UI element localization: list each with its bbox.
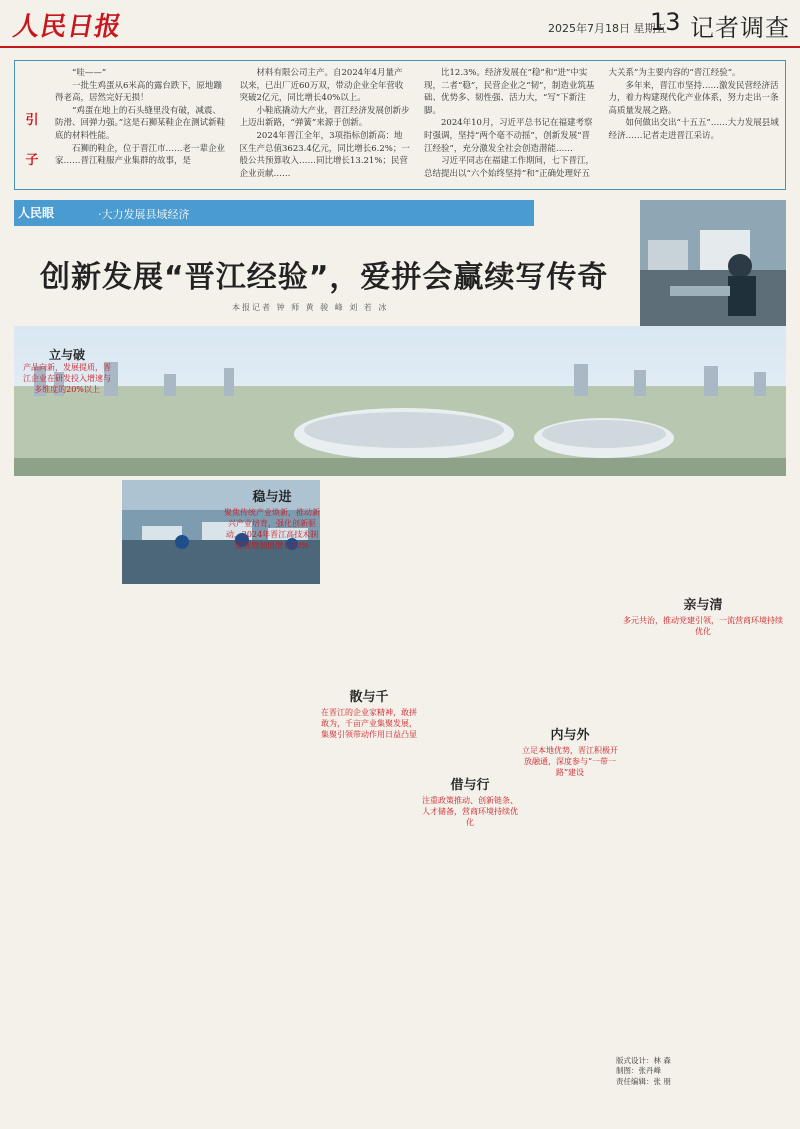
intro-paragraph: 多年来，晋江市坚持……激发民营经济活力，着力构建现代化产业体系，努力走出一条高质量发展之路。 [608, 80, 779, 116]
subsection-summary: 注重政策推动、创新链条、人才储备，营商环境持续优化 [422, 796, 518, 827]
intro-box [14, 60, 786, 190]
intro-paragraph: 材料有限公司主产。自2024年4月量产以来，已出厂近60万双，带动企业全年营收突破2亿元，同比增长40%以上。 [239, 68, 404, 104]
section-banner-text: ·大力发展县域经济 [98, 208, 190, 221]
editor-credit-line: 版式设计：林 森 [616, 1056, 671, 1065]
subsection-title: 亲与清 [683, 598, 723, 613]
article-column [320, 760, 420, 1126]
intro-paragraph: 比12.3%。经济发展在“稳”和“进”中实现，二者“稳”，民营企业之“韧”，制造业筑基础、优势多、韧性强、活力大，“写”下新注脚。 [424, 68, 595, 116]
subsection-summary: 产品向新，发展提质，晋江企业在研发投入增速与多维度的20%以上 [23, 363, 111, 394]
newspaper-logo: 人民日报 [10, 12, 125, 42]
subsection-summary: 立足本地优势，晋江积极开放融通，深度参与“一带一路”建设 [522, 746, 618, 777]
intro-paragraph: 石狮的鞋企，位于晋江市……老一辈企业家……晋江鞋服产业集群的故事，是 [55, 143, 226, 167]
intro-paragraph: “哇——” [72, 68, 107, 78]
intro-paragraph: 如何做出交出“十五五”……大力发展县域经济……记者走进晋江采访。 [608, 118, 779, 141]
subsection-title: 散与千 [349, 690, 389, 705]
article-column [424, 480, 520, 770]
article-byline: 本报记者 钟 师 黄 骏 峰 刘 若 冰 [232, 303, 389, 312]
intro-text [55, 67, 779, 185]
article-column [522, 808, 620, 1126]
subsection-box [318, 692, 420, 752]
article-column [424, 848, 520, 1126]
article-column [620, 672, 786, 1050]
subsection-box [420, 780, 520, 840]
article-column [222, 590, 320, 1126]
article-column [14, 400, 118, 1126]
editor-credits [616, 1056, 786, 1087]
article-headline: 创新发展“晋江经验”，爱拼会赢续写传奇 [40, 260, 609, 295]
page-number: 13 [650, 8, 681, 36]
subsection-title: 立与破 [48, 348, 85, 362]
intro-paragraph: 一批生鸡蛋从6米高的露台跌下，原地蹦得老高，居然完好无损！ [55, 80, 222, 104]
worker-photo [640, 200, 786, 326]
publication-date: 2025年7月18日 星期五 [548, 22, 667, 35]
worker-photo-image [640, 200, 786, 326]
subsection-box [620, 600, 786, 666]
subsection-box [222, 492, 322, 578]
section-badge: 人民眼 [18, 206, 55, 220]
subsection-title: 内与外 [550, 728, 590, 743]
article-column [122, 590, 220, 1126]
editor-credit-line: 制图：张丹峰 [616, 1066, 661, 1076]
subsection-summary: 多元共治，推动党建引领，一流营商环境持续优化 [623, 616, 783, 636]
article-column [522, 480, 620, 724]
article-column [620, 330, 786, 592]
editor-credit-line: 责任编辑：张 朋 [616, 1076, 671, 1086]
intro-label: 引子 [25, 113, 39, 168]
subsection-summary: 聚焦传统产业焕新，推动新兴产业培育，强化创新驱动，2024年晋江高技术制造业增加值增长20% [224, 508, 320, 550]
subsection-title: 稳与进 [252, 490, 292, 505]
intro-paragraph: 小鞋底撬动大产业，晋江经济发展创新步上迈出新路，“弹簧”来源于创新。 [239, 105, 410, 129]
subsection-summary: 在晋江的企业家精神，敢拼敢为，千亩产业集聚发展，集聚引领带动作用日益凸显 [321, 708, 417, 739]
masthead [0, 0, 800, 48]
intro-paragraph: 2024年晋江全年，3项指标创新高：地区生产总值3623.4亿元，同比增长6.2%；一般公共预算收入……同比增长13.21%；民营企业贡献…… [239, 130, 410, 179]
section-banner [14, 200, 534, 226]
intro-paragraph: 习近平同志在福建工作期间，七下晋江，总结提出以“六个始终坚持”和“正确处理好五大关系”为主要内容的“晋江经验”。 [424, 68, 741, 179]
page-section-name: 记者调查 [690, 14, 790, 42]
article-column [320, 480, 420, 686]
intro-paragraph: “鸡蛋在地上的石头缝里没有破，减震、防滑、回弹力强。”这是石狮某鞋企在测试新鞋底的材料性能。 [55, 105, 226, 141]
intro-paragraph: 2024年10月，习近平总书记在福建考察时强调，坚持“两个毫不动摇”，创新发展“晋江经验”，充分激发全社会创造潜能…… [424, 118, 593, 154]
subsection-box [520, 730, 620, 800]
subsection-title: 借与行 [450, 778, 490, 793]
